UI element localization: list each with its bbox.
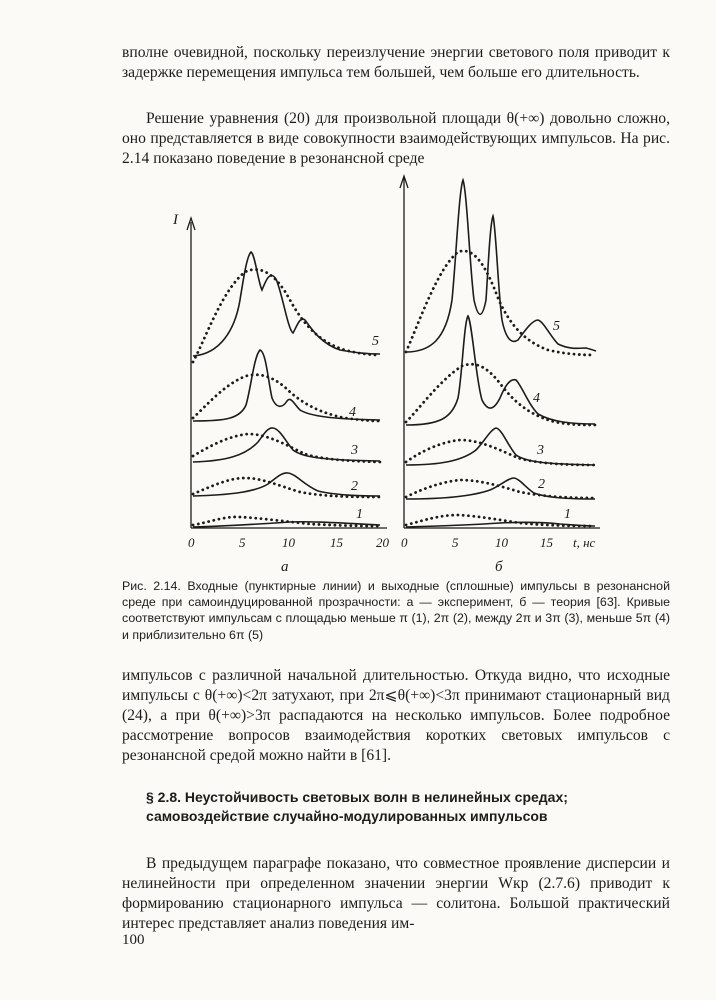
panel-b-label-1: 1 xyxy=(564,507,571,522)
panel-b-curve-3-input xyxy=(406,440,595,465)
paragraph-intro: вполне очевидной, поскольку переизлучение энергии светового поля приводит к задержке перемещения импульса тем большей, чем больше его длительность. xyxy=(122,44,670,81)
panel-a-label-2: 2 xyxy=(351,479,358,494)
panel-b-curve-1-output xyxy=(406,522,595,527)
panel-a-label-3: 3 xyxy=(351,443,358,458)
panel-a-tick-10: 10 xyxy=(282,535,295,550)
panel-b-curve-4-input xyxy=(406,364,595,425)
panel-a-letter: а xyxy=(281,559,289,575)
page-number: 100 xyxy=(122,932,145,948)
panel-a-tick-0: 0 xyxy=(188,535,195,550)
panel-a-label-1: 1 xyxy=(356,507,363,522)
panel-a-label-4: 4 xyxy=(349,405,356,420)
panel-b-curve-5-output xyxy=(406,180,596,352)
panel-a-tick-20: 20 xyxy=(376,535,389,550)
panel-a-label-5: 5 xyxy=(372,334,379,349)
figure-caption: Рис. 2.14. Входные (пунктирные линии) и выходные (сплошные) импульсы в резонансной среде при самоиндуцированной прозрачности: а — эксперимент, б — теория [63]. Кривые соответствуют импульсам с площадью меньше π (1), 2π (2), между 2π и 3π (3), меньше 5π (4) и приблизительно 6π (5) xyxy=(122,579,670,642)
panel-b-label-3: 3 xyxy=(537,443,544,458)
section-heading: § 2.8. Неустойчивость световых волн в нелинейных средах; самовоздействие случайно-модулированных импульсов xyxy=(146,789,568,824)
panel-b-tick-10: 10 xyxy=(495,535,508,550)
panel-b-curve-2-output xyxy=(406,478,595,499)
panel-b-label-4: 4 xyxy=(533,391,540,406)
panel-b-curve-4-output xyxy=(406,316,595,425)
panel-a-tick-5: 5 xyxy=(239,535,246,550)
paragraph-solution: Решение уравнения (20) для произвольной площади θ(+∞) довольно сложно, оно представляется в виде совокупности взаимодействующих импульсов. На рис. 2.14 показано поведение в резонансной среде xyxy=(122,110,670,167)
panel-b-label-5: 5 xyxy=(553,319,560,334)
panel-a-curve-1-output xyxy=(193,522,380,527)
panel-b-x-label: t, нс xyxy=(573,535,596,550)
panel-b-axes xyxy=(400,176,600,528)
panel-b-tick-5: 5 xyxy=(452,535,459,550)
paragraph-pulses: импульсов с различной начальной длительностью. Откуда видно, что исходные импульсы с θ(+∞)<2π затухают, при 2π⩽θ(+∞)<3π принимают стационарный вид (24), а при θ(+∞)>3π распадаются на несколько импульсов. Более подробное рассмотрение вопросов взаимодействия коротких световых импульсов с резонансной средой можно найти в [61]. xyxy=(122,667,670,764)
panel-a-y-label: I xyxy=(173,212,178,228)
panel-a-tick-15: 15 xyxy=(330,535,343,550)
panel-b-label-2: 2 xyxy=(538,477,545,492)
panel-b-tick-15: 15 xyxy=(540,535,553,550)
panel-b-curve-2-input xyxy=(406,480,595,498)
panel-b-tick-0: 0 xyxy=(401,535,408,550)
panel-b-letter: б xyxy=(495,559,503,575)
paragraph-previous: В предыдущем параграфе показано, что совместное проявление дисперсии и нелинейности при определенном значении энергии Wкр (2.7.6) приводит к формированию стационарного импульса — солитона. Большой практический интерес представляет анализ поведения им- xyxy=(122,855,670,932)
